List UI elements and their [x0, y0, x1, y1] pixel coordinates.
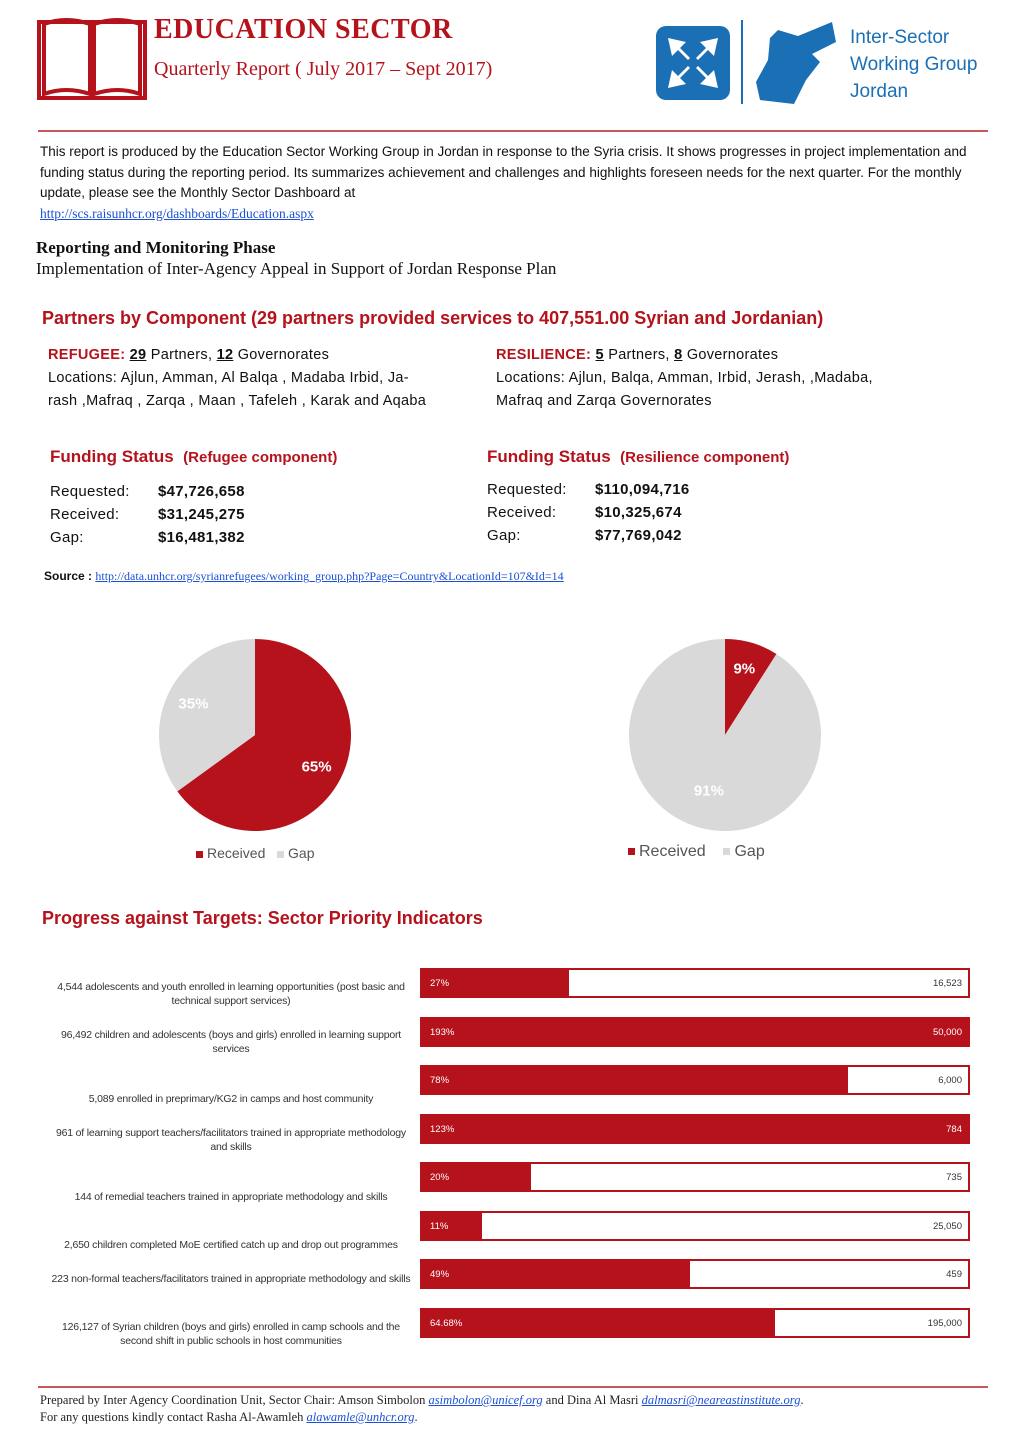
- refugee-funding-pie: [150, 630, 360, 840]
- indicator-bar-fill: [422, 1261, 690, 1287]
- resilience-requested-row: [487, 481, 690, 504]
- progress-heading: Progress against Targets: Sector Priority Indicators: [42, 908, 483, 928]
- footer-line-2: [40, 1410, 418, 1425]
- resilience-locations-2: Mafraq and Zarqa Governorates: [496, 393, 712, 409]
- resilience-gap-value: $77,769,042: [595, 527, 682, 544]
- indicator-target: 16,523: [932, 978, 962, 989]
- legend-received-swatch: [196, 851, 203, 858]
- indicator-bar: [420, 968, 970, 998]
- footer-email-1[interactable]: asimbolon@unicef.org: [428, 1393, 543, 1407]
- intro-paragraph: [40, 142, 980, 224]
- indicator-bar: [420, 1211, 970, 1241]
- refugee-locations-1: Locations: Ajlun, Amman, Al Balqa , Madaba Irbid, Ja-: [48, 370, 409, 386]
- resilience-component: [496, 344, 976, 413]
- refugee-funding-title: Funding Status: [50, 447, 174, 466]
- resilience-funding-heading: [487, 447, 789, 467]
- refugee-label: REFUGEE:: [48, 347, 126, 363]
- pie-slice-label: 35%: [178, 695, 209, 713]
- resilience-gov-text: Governorates: [686, 347, 779, 363]
- resilience-requested-value: $110,094,716: [595, 481, 690, 498]
- indicator-percent: 193%: [430, 1027, 455, 1038]
- indicator-label: 223 non-formal teachers/facilitators trained in appropriate methodology and skills: [51, 1273, 411, 1285]
- indicator-percent: 20%: [430, 1172, 450, 1183]
- resilience-pie-legend: [628, 843, 765, 861]
- refugee-partners-count: 29: [129, 347, 147, 363]
- footer-email-2[interactable]: dalmasri@neareastinstitute.org: [641, 1393, 801, 1407]
- indicator-target: 50,000: [932, 1027, 962, 1038]
- refugee-summary: [48, 344, 488, 367]
- logo-line-1: Inter-Sector: [850, 27, 950, 48]
- report-title: EDUCATION SECTOR: [154, 14, 453, 45]
- refugee-gap-label: Gap:: [50, 529, 84, 546]
- resilience-funding-title: Funding Status: [487, 447, 611, 466]
- unhcr-logo-icon: [656, 26, 730, 100]
- refugee-pie-legend: [196, 845, 315, 861]
- footer-line-1: [40, 1393, 804, 1408]
- resilience-received-value: $10,325,674: [595, 504, 682, 521]
- education-book-logo: [36, 14, 148, 102]
- indicator-target: 6,000: [938, 1075, 962, 1086]
- resilience-summary: [496, 344, 976, 367]
- footer-contact: For any questions kindly contact Rasha Al-Awamleh: [40, 1410, 304, 1424]
- partners-heading: Partners by Component (29 partners provided services to 407,551.00 Syrian and Jordanian): [42, 308, 824, 328]
- indicator-target: 195,000: [927, 1318, 962, 1329]
- source-link[interactable]: http://data.unhcr.org/syrianrefugees/working_group.php?Page=Country&LocationId=107&Id=14: [95, 569, 564, 583]
- legend-received-label: Received: [207, 845, 266, 861]
- footer-email-3[interactable]: alawamle@unhcr.org: [306, 1410, 415, 1424]
- legend-received-swatch: [628, 848, 635, 855]
- resilience-locations-1: Locations: Ajlun, Balqa, Amman, Irbid, Jerash, ,Madaba,: [496, 370, 873, 386]
- indicator-target: 459: [946, 1269, 962, 1280]
- source-label: Source :: [44, 569, 93, 583]
- indicator-bar: [420, 1017, 970, 1047]
- legend-received-label: Received: [639, 843, 706, 860]
- indicator-percent: 64.68%: [430, 1318, 463, 1329]
- indicator-target: 784: [946, 1124, 962, 1135]
- indicator-bar: [420, 1065, 970, 1095]
- indicator-percent: 78%: [430, 1075, 450, 1086]
- indicator-percent: 49%: [430, 1269, 450, 1280]
- indicator-label: 96,492 children and adolescents (boys and girls) enrolled in learning support services: [60, 1029, 402, 1055]
- footer-rule: [38, 1386, 988, 1388]
- header-rule: [38, 130, 988, 132]
- pie-slice-label: 9%: [733, 660, 756, 678]
- refugee-gov-count: 12: [216, 347, 234, 363]
- refugee-funding-heading: [50, 447, 337, 467]
- indicator-label: 5,089 enrolled in preprimary/KG2 in camps and host community: [88, 1093, 374, 1105]
- refugee-received-row: [50, 506, 245, 529]
- legend-gap-label: Gap: [288, 845, 315, 861]
- indicator-bar: [420, 1114, 970, 1144]
- refugee-requested-value: $47,726,658: [158, 483, 245, 500]
- indicator-bar-fill: [422, 1067, 848, 1093]
- resilience-gap-row: [487, 527, 690, 550]
- phase-text: Implementation of Inter-Agency Appeal in Support of Jordan Response Plan: [36, 259, 557, 278]
- logo-line-3: Jordan: [850, 81, 909, 102]
- jordan-map-icon: [750, 20, 840, 106]
- resilience-gov-count: 8: [674, 347, 683, 363]
- refugee-component: [48, 344, 488, 413]
- legend-gap-swatch: [723, 848, 730, 855]
- footer-prepared-by: Prepared by Inter Agency Coordination Unit, Sector Chair: Amson Simbolon: [40, 1393, 426, 1407]
- indicator-label: 961 of learning support teachers/facilitators trained in appropriate methodology and skills: [56, 1127, 406, 1153]
- funding-source: [44, 569, 564, 584]
- indicator-bar-fill: [422, 1310, 775, 1336]
- refugee-funding-component: (Refugee component): [183, 449, 338, 466]
- intro-text: This report is produced by the Education Sector Working Group in Jordan in response to the Syria crisis. It shows progresses in project implementation and funding status during the reporting period. Its summarizes achievement and challenges and highlights foreseen needs for the next quarter. For the monthly update, please see the Monthly Sector Dashboard at: [40, 144, 967, 200]
- refugee-gap-row: [50, 529, 245, 552]
- indicator-label: 2,650 children completed MoE certified catch up and drop out programmes: [64, 1239, 398, 1251]
- report-subtitle: Quarterly Report ( July 2017 – Sept 2017): [154, 58, 493, 80]
- indicator-bar: [420, 1162, 970, 1192]
- resilience-label: RESILIENCE:: [496, 347, 592, 363]
- logo-line-2: Working Group: [850, 54, 978, 75]
- resilience-received-label: Received:: [487, 504, 557, 521]
- refugee-received-label: Received:: [50, 506, 120, 523]
- indicator-label: 144 of remedial teachers trained in appropriate methodology and skills: [74, 1191, 388, 1203]
- refugee-received-value: $31,245,275: [158, 506, 245, 523]
- indicator-label: 4,544 adolescents and youth enrolled in learning opportunities (post basic and technical support services): [57, 981, 405, 1007]
- indicator-percent: 27%: [430, 978, 450, 989]
- footer-dot-2: .: [414, 1410, 418, 1424]
- resilience-received-row: [487, 504, 690, 527]
- pie-slice-label: 65%: [301, 758, 332, 776]
- refugee-gov-text: Governorates: [237, 347, 330, 363]
- resilience-gap-label: Gap:: [487, 527, 521, 544]
- refugee-funding-table: [50, 483, 245, 552]
- indicator-bar-fill: [422, 1019, 968, 1045]
- indicator-percent: 11%: [430, 1221, 449, 1232]
- logo-divider: [741, 20, 743, 104]
- pie-slice-gap: [629, 639, 821, 831]
- footer-and: and Dina Al Masri: [545, 1393, 639, 1407]
- inter-sector-logo-text: [850, 24, 977, 105]
- indicator-label: 126,127 of Syrian children (boys and girls) enrolled in camp schools and the second shift in public schools in host communities: [62, 1321, 400, 1347]
- dashboard-link[interactable]: http://scs.raisunhcr.org/dashboards/Education.aspx: [40, 205, 314, 221]
- indicator-bar: [420, 1259, 970, 1289]
- resilience-funding-pie: [620, 630, 830, 840]
- phase-heading: Reporting and Monitoring Phase: [36, 238, 276, 257]
- indicator-target: 25,050: [932, 1221, 962, 1232]
- resilience-funding-component: (Resilience component): [620, 449, 790, 466]
- resilience-partners-count: 5: [595, 347, 604, 363]
- resilience-partners-text: Partners,: [608, 347, 670, 363]
- indicator-percent: 123%: [430, 1124, 455, 1135]
- refugee-gap-value: $16,481,382: [158, 529, 245, 546]
- refugee-partners-text: Partners,: [150, 347, 213, 363]
- indicator-bar-fill: [422, 1116, 968, 1142]
- footer-dot-1: .: [800, 1393, 804, 1407]
- resilience-funding-table: [487, 481, 690, 550]
- refugee-requested-row: [50, 483, 245, 506]
- legend-gap-label: Gap: [734, 843, 765, 860]
- resilience-requested-label: Requested:: [487, 481, 567, 498]
- indicator-bar: [420, 1308, 970, 1338]
- refugee-locations-2: rash ,Mafraq , Zarqa , Maan , Tafeleh , Karak and Aqaba: [48, 393, 427, 409]
- indicator-target: 735: [946, 1172, 962, 1183]
- refugee-requested-label: Requested:: [50, 483, 130, 500]
- pie-slice-label: 91%: [693, 782, 724, 800]
- legend-gap-swatch: [277, 851, 284, 858]
